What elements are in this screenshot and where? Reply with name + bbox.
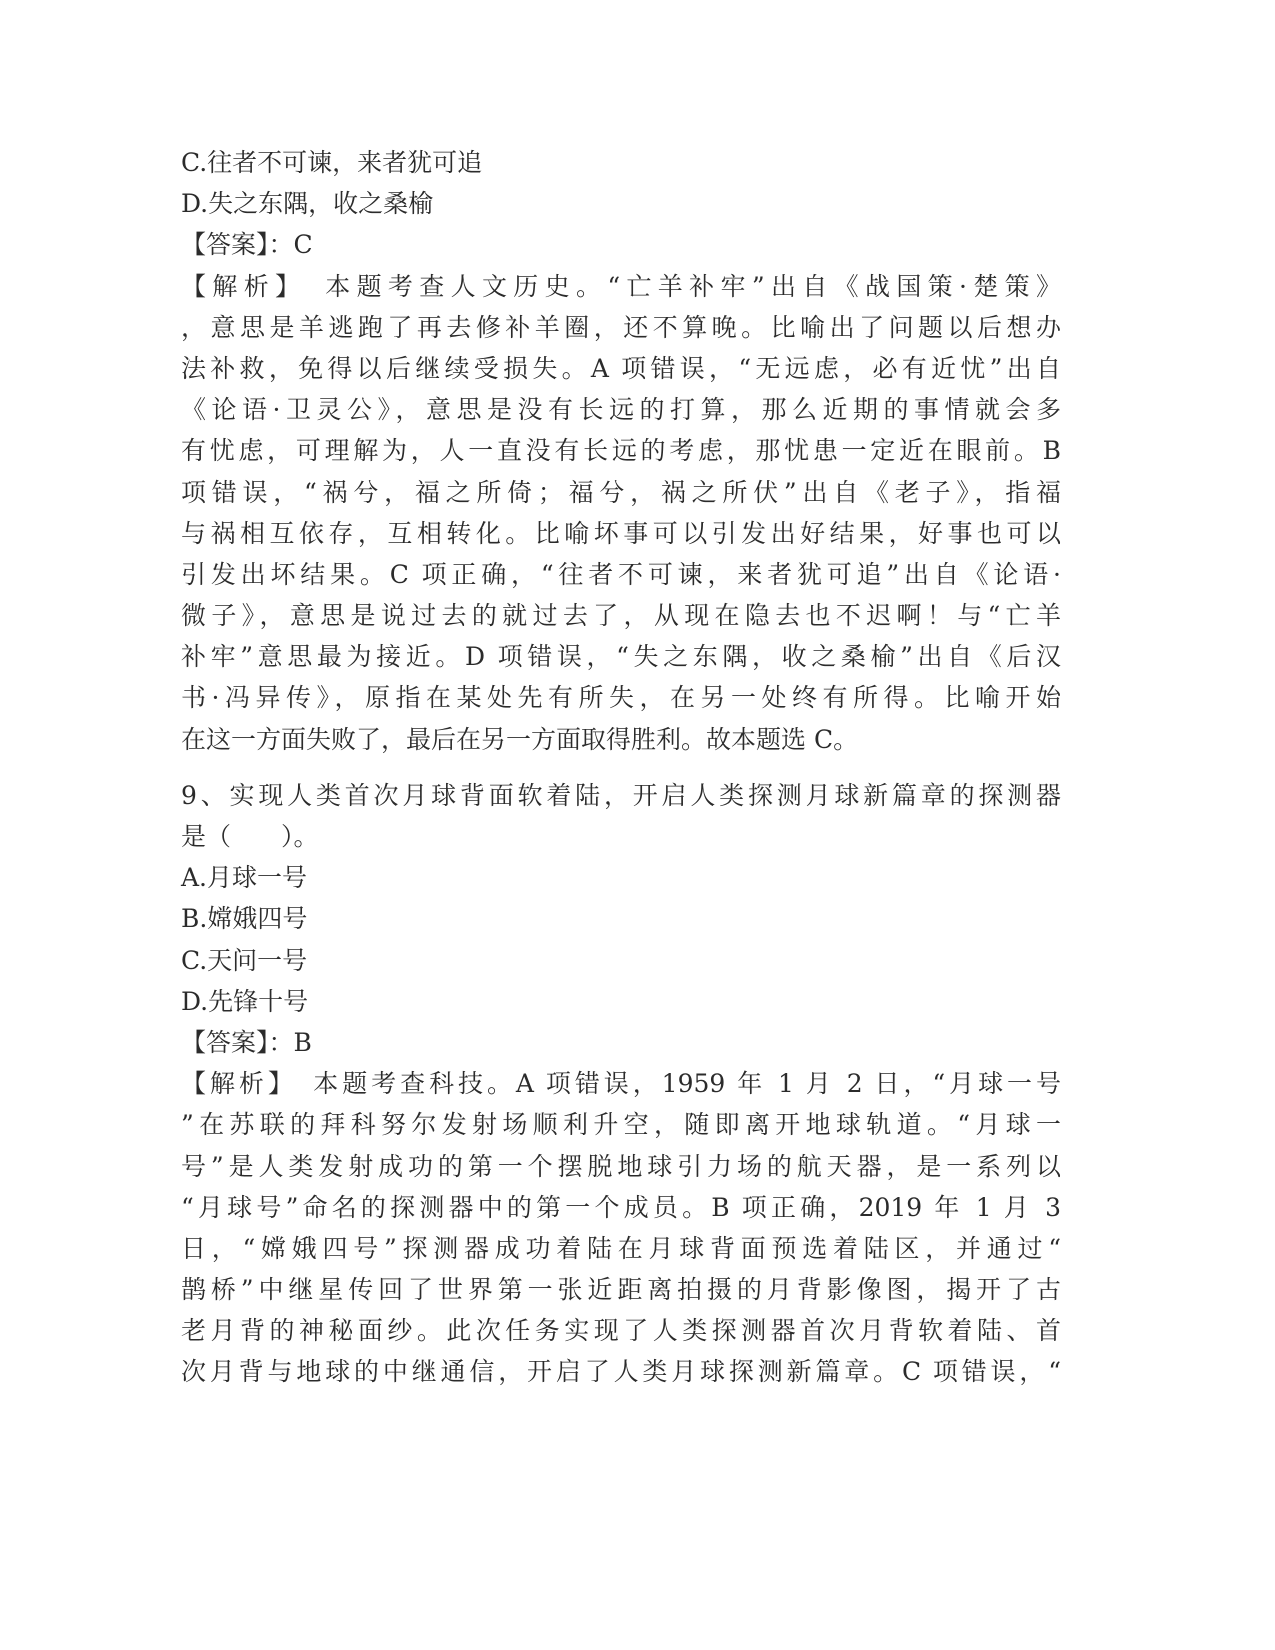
analysis-line: ”在苏联的拜科努尔发射场顺利升空，随即离开地球轨道。“月球一 <box>181 1110 1061 1140</box>
question-line: 9、实现人类首次月球背面软着陆，开启人类探测月球新篇章的探测器 <box>181 780 1061 810</box>
analysis-line: “月球号”命名的探测器中的第一个成员。B 项正确，2019 年 1 月 3 <box>181 1192 1061 1222</box>
question-line: 是（ ）。 <box>181 822 319 851</box>
analysis-line: 日，“嫦娥四号”探测器成功着陆在月球背面预选着陆区，并通过“ <box>181 1233 1061 1263</box>
analysis-line: 有忧虑，可理解为，人一直没有长远的考虑，那忧患一定近在眼前。B <box>181 436 1061 466</box>
option-a: A.月球一号 <box>181 863 308 893</box>
analysis-line: 在这一方面失败了，最后在另一方面取得胜利。故本题选 C。 <box>181 724 859 754</box>
section-gap <box>181 760 1061 775</box>
page-content <box>181 142 1061 1393</box>
option-b: B.嫦娥四号 <box>181 904 308 934</box>
analysis-line: 《论语·卫灵公》，意思是没有长远的打算，那么近期的事情就会多 <box>181 395 1061 425</box>
option-d: D.失之东隅，收之桑榆 <box>181 189 434 219</box>
analysis-line: 微子》，意思是说过去的就过去了，从现在隐去也不迟啊！与“亡羊 <box>181 601 1061 631</box>
analysis-line: ，意思是羊逃跑了再去修补羊圈，还不算晚。比喻出了问题以后想办 <box>181 312 1061 342</box>
analysis-paragraph <box>181 266 1061 760</box>
options-list <box>181 857 1061 1022</box>
answer-label: 【答案】：C <box>181 230 313 260</box>
analysis-line: 补牢”意思最为接近。D 项错误，“失之东隅，收之桑榆”出自《后汉 <box>181 642 1061 672</box>
analysis-line: 号”是人类发射成功的第一个摆脱地球引力场的航天器，是一系列以 <box>181 1151 1061 1181</box>
option-c: C.天问一号 <box>181 945 308 975</box>
analysis-line: 老月背的神秘面纱。此次任务实现了人类探测器首次月背软着陆、首 <box>181 1316 1061 1346</box>
analysis-paragraph <box>181 1063 1061 1393</box>
analysis-line: 【解析】 本题考查科技。A 项错误，1959 年 1 月 2 日，“月球一号 <box>181 1069 1061 1099</box>
analysis-line: 法补救，免得以后继续受损失。A 项错误，“无远虑，必有近忧”出自 <box>181 353 1061 383</box>
analysis-line: 引发出坏结果。C 项正确，“往者不可谏，来者犹可追”出自《论语· <box>181 559 1061 589</box>
analysis-line: 次月背与地球的中继通信，开启了人类月球探测新篇章。C 项错误，“ <box>181 1357 1061 1387</box>
answer-label: 【答案】：B <box>181 1027 312 1057</box>
analysis-line: 书·冯异传》，原指在某处先有所失，在另一处终有所得。比喻开始 <box>181 683 1061 713</box>
option-d: D.先锋十号 <box>181 986 309 1016</box>
question-stem <box>181 775 1061 857</box>
analysis-line: 项错误，“祸兮，福之所倚；福兮，祸之所伏”出自《老子》，指福 <box>181 477 1061 507</box>
analysis-line: 鹊桥”中继星传回了世界第一张近距离拍摄的月背影像图，揭开了古 <box>181 1275 1061 1305</box>
option-c: C.往者不可谏，来者犹可追 <box>181 148 483 177</box>
analysis-line: 【解析】 本题考查人文历史。“亡羊补牢”出自《战国策·楚策》 <box>181 271 1061 301</box>
analysis-line: 与祸相互依存，互相转化。比喻坏事可以引发出好结果，好事也可以 <box>181 518 1061 548</box>
